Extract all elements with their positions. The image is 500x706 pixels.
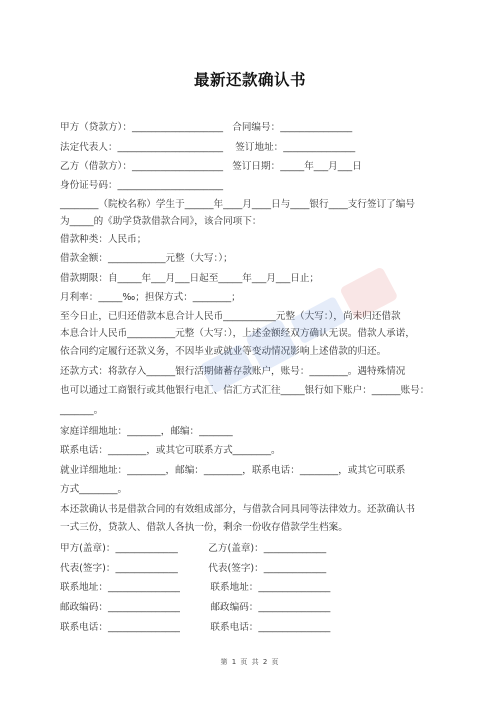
legal-rep-line: 法定代表人：______________________ 签订地址：_______________	[60, 142, 356, 153]
work-address-line-1: 就业详细地址：________，邮编：________，联系电话：________，或其它可联系	[60, 465, 406, 476]
page-footer: 第 1 页 共 2 页	[220, 658, 280, 666]
intro-line-1: ________（院校名称）学生于______年____月____日与____银行____支行签订了编号	[60, 199, 415, 210]
loan-type-line: 借款种类：人民币；	[60, 234, 147, 245]
work-address-line-2: 方式________。	[60, 484, 128, 495]
repayment-method-line-3: _______。	[60, 405, 104, 416]
contact-address-line: 联系地址：_______________ 联系地址：_______________	[60, 582, 331, 593]
id-number-line: 身份证号码：______________________	[60, 180, 224, 191]
home-phone-line: 联系电话：________，或其它可联系方式________。	[60, 445, 281, 456]
party-b-line: 乙方（借款方）：___________________ 签订日期：_____年___月___日	[60, 161, 362, 172]
party-a-line: 甲方（贷款方）：___________________ 合同编号：_______________	[60, 122, 353, 133]
repayment-method-line-1: 还款方式：将款存入______银行活期储蓄存款账户，账号：________。遇特殊情况	[60, 366, 406, 377]
home-address-line: 家庭详细地址：_______，邮编：_______	[60, 426, 233, 437]
repaid-line-3: 依合同约定履行还款义务，不因毕业或就业等变动情况影响上述借款的归还。	[60, 346, 387, 357]
repayment-method-line-2: 也可以通过工商银行或其他银行电汇、信汇方式汇往_____银行如下账户：______账号：	[60, 385, 430, 396]
seal-line: 甲方(盖章)：_____________ 乙方(盖章)：_____________	[60, 543, 327, 554]
document-title: 最新还款确认书	[193, 71, 306, 89]
signature-line: 代表(签字)：_____________ 代表(签字)：_____________	[60, 563, 327, 574]
contact-phone-line: 联系电话：_______________ 联系电话：_______________	[60, 622, 331, 633]
repaid-line-2: 本息合计人民币__________元整（大写：），上述金额经双方确认无误。借款人承诺，	[60, 328, 415, 339]
interest-rate-line: 月利率：_____‰；担保方式：________；	[60, 292, 241, 303]
postal-code-line: 邮政编码：_______________ 邮政编码：_______________	[60, 602, 331, 613]
loan-amount-line: 借款金额：____________元整（大写：）；	[60, 253, 233, 264]
validity-line-2: 一式三份，贷款人、借款人各执一份，剩余一份收存借款学生档案。	[60, 522, 348, 533]
intro-line-2: 为_____的《助学贷款借款合同》，该合同项下：	[60, 216, 262, 227]
validity-line-1: 本还款确认书是借款合同的有效组成部分，与借款合同具同等法律效力。还款确认书	[60, 504, 415, 515]
loan-term-line: 借款期限：自_____年___月___日起至_____年___月___日止；	[60, 273, 320, 284]
repaid-line-1: 至今日止，已归还借款本息合计人民币___________元整（大写：），尚未归还借款	[60, 311, 401, 322]
